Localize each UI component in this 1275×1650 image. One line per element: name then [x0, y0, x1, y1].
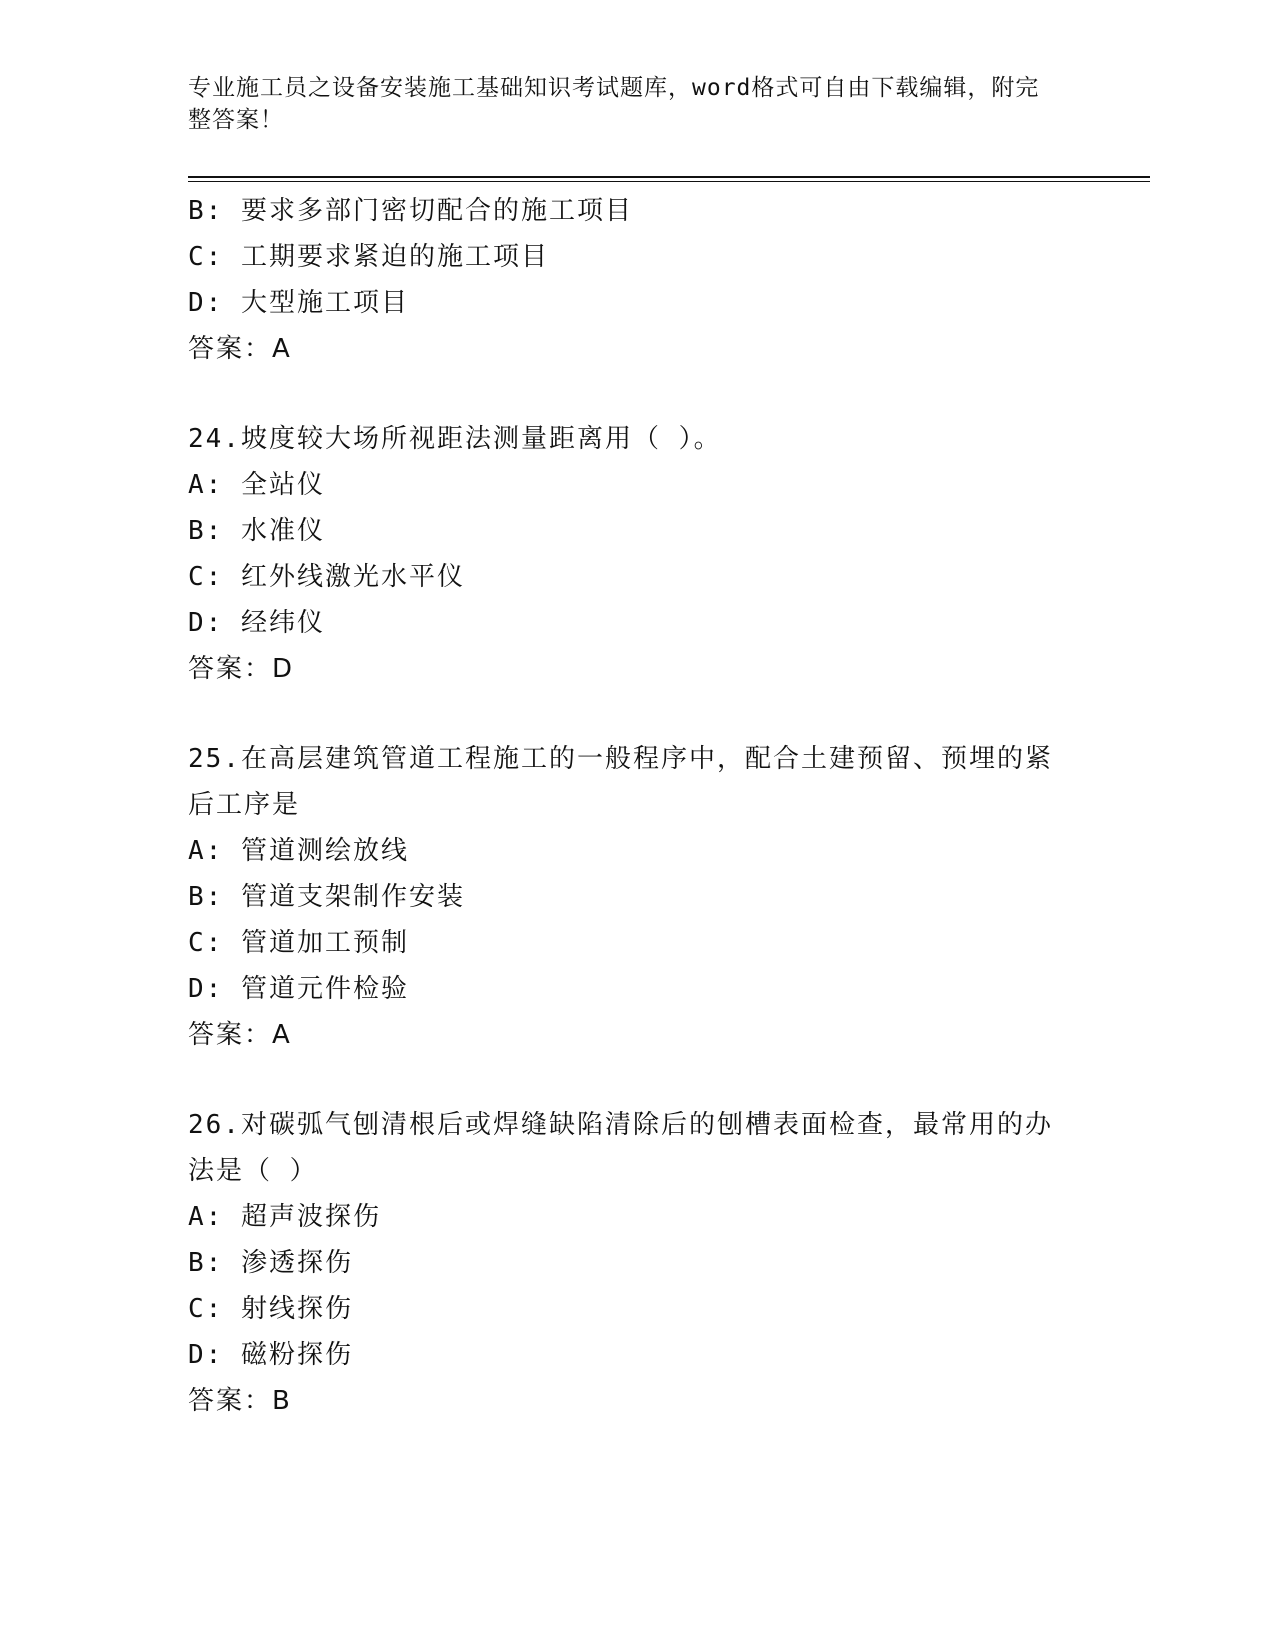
question-23	[188, 188, 1088, 372]
option-b: B: 管道支架制作安装	[188, 882, 465, 912]
option-d: D: 管道元件检验	[188, 974, 409, 1004]
spacer	[188, 372, 1088, 416]
option-d: D: 大型施工项目	[188, 288, 409, 318]
answer-26: 答案：B	[188, 1386, 292, 1416]
question-25-text-line-1: 25.在高层建筑管道工程施工的一般程序中，配合土建预留、预埋的紧	[188, 744, 1053, 774]
question-24-text: 24.坡度较大场所视距法测量距离用（ ）。	[188, 424, 722, 454]
question-25-text-line-2: 后工序是	[188, 790, 301, 820]
header-line-1: 专业施工员之设备安装施工基础知识考试题库，word格式可自由下载编辑，附完	[188, 75, 1040, 101]
question-26-text-line-2: 法是（ ）	[188, 1156, 318, 1186]
option-d: D: 经纬仪	[188, 608, 325, 638]
option-c: C: 管道加工预制	[188, 928, 409, 958]
answer-23: 答案：A	[188, 334, 292, 364]
question-24	[188, 416, 1088, 692]
spacer	[188, 1058, 1088, 1102]
question-26	[188, 1102, 1088, 1424]
question-25	[188, 736, 1088, 1058]
spacer	[188, 692, 1088, 736]
option-c: C: 红外线激光水平仪	[188, 562, 465, 592]
header-divider-thick	[188, 176, 1150, 178]
option-b: B: 渗透探伤	[188, 1248, 353, 1278]
answer-25: 答案：A	[188, 1020, 292, 1050]
question-26-text-line-1: 26.对碳弧气刨清根后或焊缝缺陷清除后的刨槽表面检查，最常用的办	[188, 1110, 1053, 1140]
option-a: A: 管道测绘放线	[188, 836, 409, 866]
option-d: D: 磁粉探伤	[188, 1340, 353, 1370]
option-a: A: 超声波探伤	[188, 1202, 381, 1232]
header-line-2: 整答案！	[188, 107, 284, 133]
option-a: A: 全站仪	[188, 470, 325, 500]
question-list	[188, 188, 1088, 1424]
option-c: C: 工期要求紧迫的施工项目	[188, 242, 549, 272]
option-c: C: 射线探伤	[188, 1294, 353, 1324]
document-header	[188, 72, 1068, 136]
option-b: B: 要求多部门密切配合的施工项目	[188, 196, 633, 226]
answer-24: 答案：D	[188, 654, 295, 684]
option-b: B: 水准仪	[188, 516, 325, 546]
header-divider-thin	[188, 181, 1150, 182]
